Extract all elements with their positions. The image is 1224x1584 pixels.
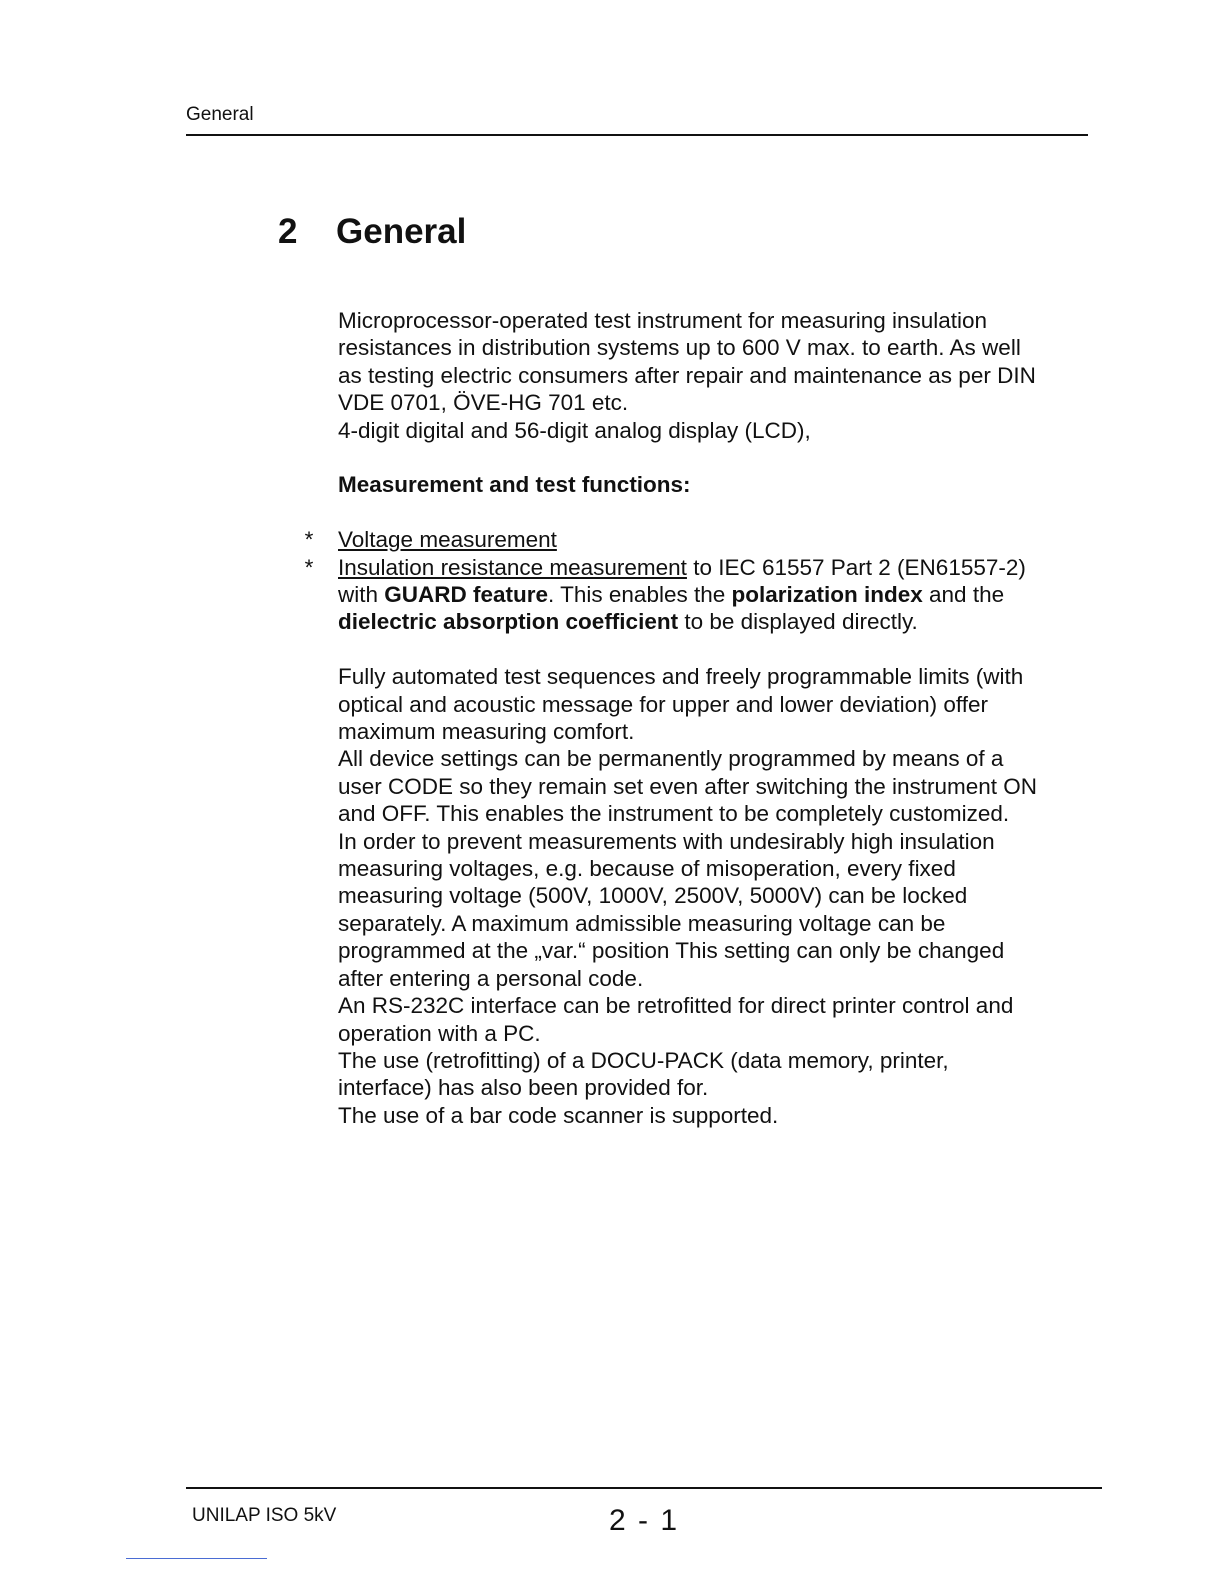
voltage-measurement-label: Voltage measurement — [338, 527, 557, 553]
details-line: and OFF. This enables the instrument to be completely customized. — [338, 801, 1010, 827]
details-line: In order to prevent measurements with undesirably high insulation — [338, 828, 995, 854]
polarization-index-text: polarization index — [731, 582, 923, 608]
details-line: optical and acoustic message for upper and lower deviation) offer — [338, 691, 988, 717]
intro-line: 4-digit digital and 56-digit analog display (LCD), — [338, 417, 811, 443]
intro-line: VDE 0701, ÖVE-HG 701 etc. — [338, 390, 629, 416]
chapter-title: General — [336, 212, 467, 251]
list-item — [304, 554, 1098, 636]
details-line: The use of a bar code scanner is supported. — [338, 1102, 779, 1128]
intro-line: resistances in distribution systems up to 600 V max. to earth. As well — [338, 335, 1021, 361]
intro-line: Microprocessor-operated test instrument for measuring insulation — [338, 308, 988, 333]
bullet-marker: * — [304, 554, 314, 580]
chapter-number: 2 — [278, 212, 298, 251]
item-text: to be displayed directly. — [678, 609, 918, 635]
details-line: The use (retrofitting) of a DOCU-PACK (data memory, printer, — [338, 1047, 949, 1073]
details-line: separately. A maximum admissible measuring voltage can be — [338, 910, 946, 936]
details-line: programmed at the „var.“ position This setting can only be changed — [338, 938, 1005, 964]
details-line: Fully automated test sequences and freely programmable limits (with — [338, 664, 1024, 690]
list-item — [304, 526, 1098, 553]
functions-list — [304, 526, 1098, 636]
insulation-standard-text: to IEC 61557 Part 2 (EN61557-2) — [686, 554, 1026, 580]
details-line: measuring voltages, e.g. because of misoperation, every fixed — [338, 856, 956, 882]
details-line: interface) has also been provided for. — [338, 1075, 709, 1101]
scan-mark — [126, 1558, 267, 1559]
item-text: . This enables the — [548, 582, 732, 608]
footer-rule — [186, 1487, 1102, 1489]
item-text: and the — [922, 582, 1005, 608]
details-paragraph — [338, 663, 1098, 1129]
insulation-measurement-label: Insulation resistance measurement — [338, 554, 687, 580]
details-line: measuring voltage (500V, 1000V, 2500V, 5000V) can be locked — [338, 883, 968, 909]
absorption-coefficient-text: dielectric absorption coefficient — [338, 609, 679, 635]
chapter-heading — [278, 212, 466, 252]
functions-heading: Measurement and test functions: — [338, 472, 691, 498]
running-header: General — [186, 104, 254, 125]
page-number: 2 - 1 — [609, 1504, 680, 1537]
details-line: user CODE so they remain set even after switching the instrument ON — [338, 773, 1038, 799]
details-line: An RS-232C interface can be retrofitted for direct printer control and — [338, 993, 1014, 1019]
body-content — [304, 307, 1098, 1129]
details-line: All device settings can be permanently programmed by means of a — [338, 746, 1004, 772]
details-line: after entering a personal code. — [338, 965, 644, 991]
intro-line: as testing electric consumers after repair and maintenance as per DIN — [338, 362, 1036, 388]
details-line: operation with a PC. — [338, 1020, 541, 1046]
item-text: with — [338, 582, 385, 608]
bullet-marker: * — [304, 527, 314, 553]
header-rule — [186, 134, 1088, 136]
footer-product-name: UNILAP ISO 5kV — [192, 1505, 337, 1526]
guard-feature-text: GUARD feature — [384, 582, 549, 608]
details-line: maximum measuring comfort. — [338, 719, 635, 745]
intro-paragraph — [338, 307, 1098, 444]
